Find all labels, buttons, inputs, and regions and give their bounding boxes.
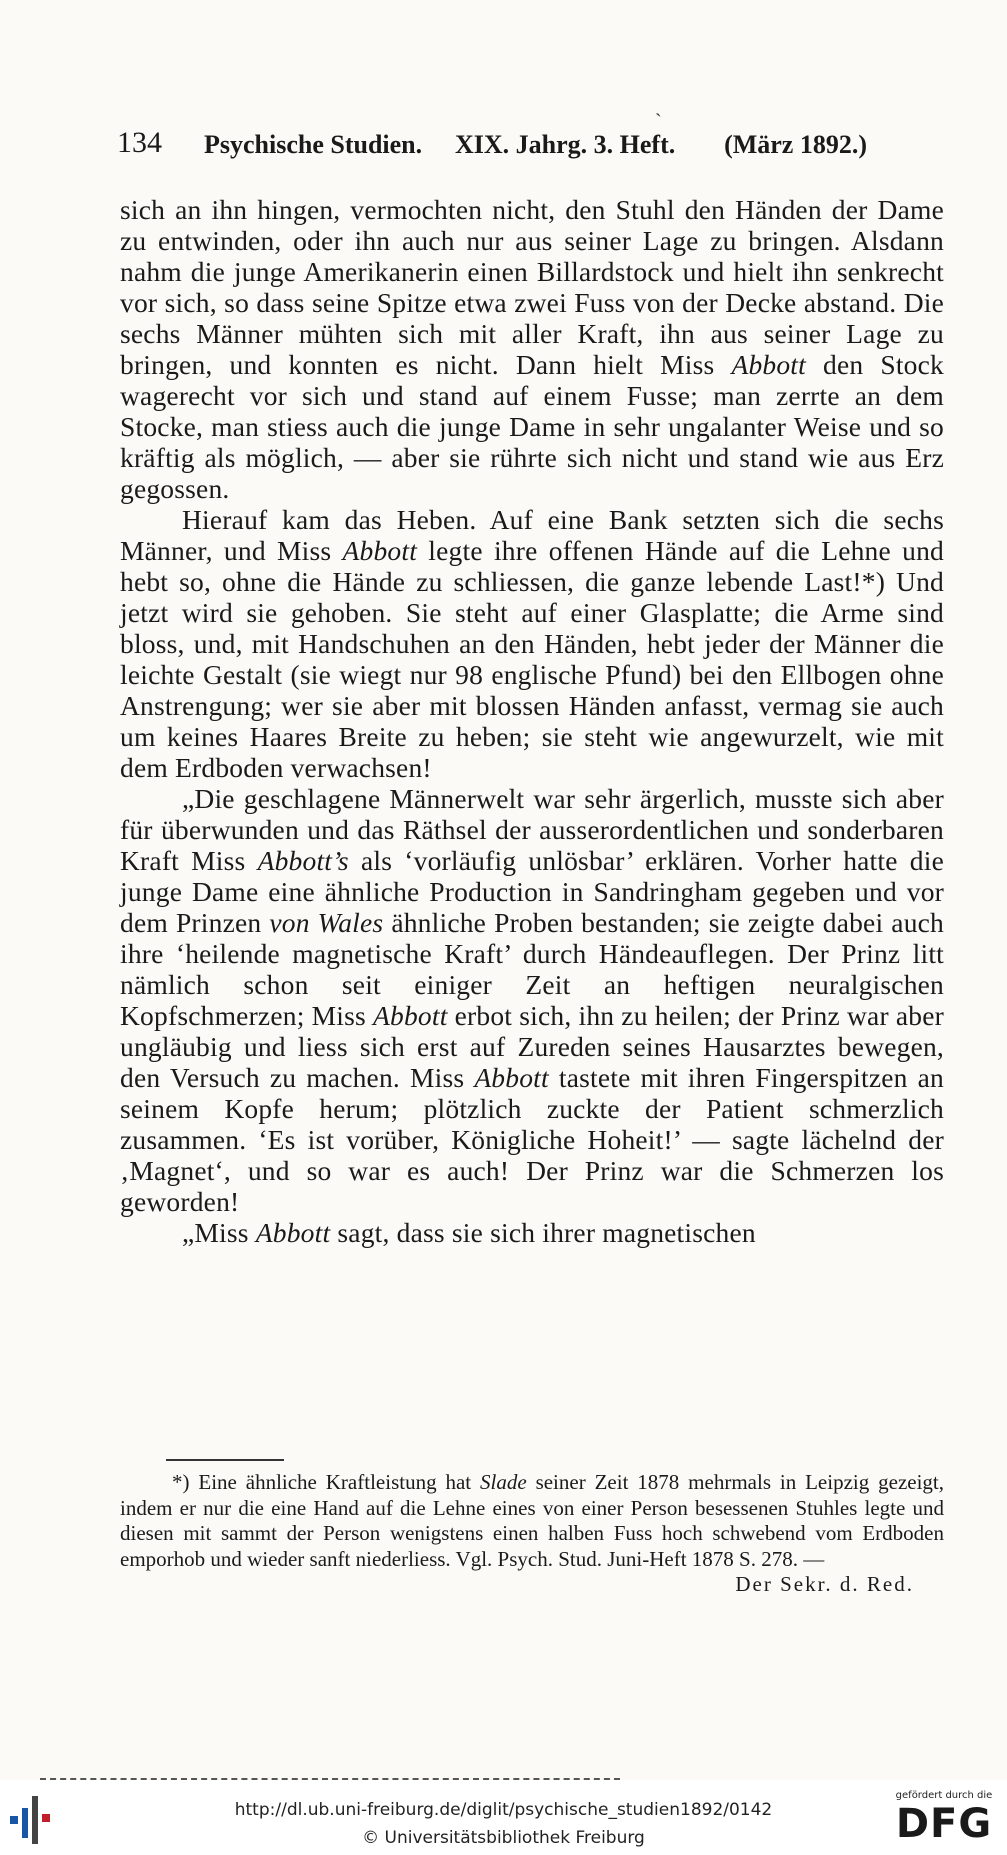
paragraph: sich an ihn hingen, vermochten nicht, den Stuhl den Händen der Dame zu entwinden, oder ihn auch nur aus seiner Lage zu bringen. Alsdann nahm die junge Amerikanerin einen Billardstock und hielt ihn senkrecht vor sich, so dass seine Spitze etwa zwei Fuss von der Decke abstand. Die sechs Männer mühten sich mit aller Kraft, ihn aus seiner Lage zu bringen, und konnten es nicht. Dann hielt Miss Abbott den Stock wagerecht vor sich und stand auf einem Fusse; man zerrte an dem Stocke, man stiess auch die junge Dame in sehr ungalanter Weise und so kräftig als möglich, — aber sie rührte sich nicht und stand wie aus Erz gegossen.	[120, 194, 944, 504]
permalink-url[interactable]: http://dl.ub.uni-freiburg.de/diglit/psychische_studien1892/0142	[234, 1800, 773, 1820]
footnote-divider	[166, 1459, 284, 1461]
dfg-caption: gefördert durch die	[895, 1790, 993, 1801]
person-name: Abbott	[255, 1217, 331, 1248]
journal-title: Psychische Studien.	[204, 130, 423, 159]
dfg-wordmark: DFG	[895, 1801, 993, 1847]
footnote: *) Eine ähnliche Kraftleistung hat Slade seiner Zeit 1878 mehrmals in Leipzig gezeigt, indem er nur die eine Hand auf die Lehne eines von einer Person besessenen Stuhles legte und diesen mit sammt der Person wenigstens einen halben Fuss hoch schwebend vom Erdboden emporhob und wieder sanft niederliess. Vgl. Psych. Stud. Juni-Heft 1878 S. 278. — Der Sekr. d. Red.	[120, 1470, 945, 1596]
person-name: von Wales	[269, 907, 384, 938]
person-name: Abbott	[342, 535, 418, 566]
copyright-notice: © Universitätsbibliothek Freiburg	[362, 1828, 645, 1848]
volume-info: XIX. Jahrg. 3. Heft.	[455, 130, 676, 159]
person-name: Abbott	[373, 1000, 448, 1031]
main-text	[120, 194, 944, 1248]
issue-date: (März 1892.)	[724, 130, 867, 159]
scan-edge-line	[40, 1778, 620, 1780]
dfg-logo	[889, 1790, 999, 1852]
paragraph: Hierauf kam das Heben. Auf eine Bank setzten sich die sechs Männer, und Miss Abbott legte ihre offenen Hände auf die Lehne und hebt so, ohne die Hände zu schliessen, die ganze lebende Last!*) Und jetzt wird sie gehoben. Sie steht auf einer Glasplatte; die Arme sind bloss, und, mit Handschuhen an den Händen, hebt jeder der Männer die leichte Gestalt (sie wiegt nur 98 englische Pfund) bei den Ellbogen ohne Anstrengung; wer sie aber mit blossen Händen anfasst, vermag sie auch um keines Haares Breite zu heben; sie steht wie angewurzelt, wie mit dem Erdboden verwachsen!	[120, 504, 944, 783]
person-name: Slade	[480, 1470, 527, 1494]
running-header	[117, 126, 867, 166]
person-name: Abbott	[731, 349, 806, 380]
person-name: Abbott	[474, 1062, 549, 1093]
paragraph: „Miss Abbott sagt, dass sie sich ihrer magnetischen	[182, 1217, 756, 1248]
footnote-signature: Der Sekr. d. Red.	[735, 1572, 914, 1596]
paragraph: „Die geschlagene Männerwelt war sehr ärgerlich, musste sich aber für überwunden und das Räthsel der ausserordentlichen und sonderbaren Kraft Miss Abbott’s als ‘vorläufig unlösbar’ erklären. Vorher hatte die junge Dame eine ähnliche Production in Sandringham gegeben und vor dem Prinzen von Wales ähnliche Proben bestanden; sie zeigte dabei auch ihre ‘heilende magnetische Kraft’ durch Händeauflegen. Der Prinz litt nämlich schon seit einiger Zeit an heftigen neuralgischen Kopfschmerzen; Miss Abbott erbot sich, ihn zu heilen; der Prinz war aber ungläubig und liess sich erst auf Zureden seines Hausarztes bewegen, den Versuch zu machen. Miss Abbott tastete mit ihren Fingerspitzen an seinem Kopfe herum; plötzlich zuckte der Patient schmerzlich zusammen. ‘Es ist vorüber, Königliche Hoheit!’ — sagte lächelnd der ‚Magnet‘, und so war es auch! Der Prinz war die Schmerzen los geworden!	[120, 783, 945, 1217]
scan-speck: ˎ	[655, 95, 662, 117]
person-name: Abbott’s	[257, 845, 349, 876]
page-number: 134	[117, 126, 162, 159]
library-footer	[0, 1782, 1007, 1855]
